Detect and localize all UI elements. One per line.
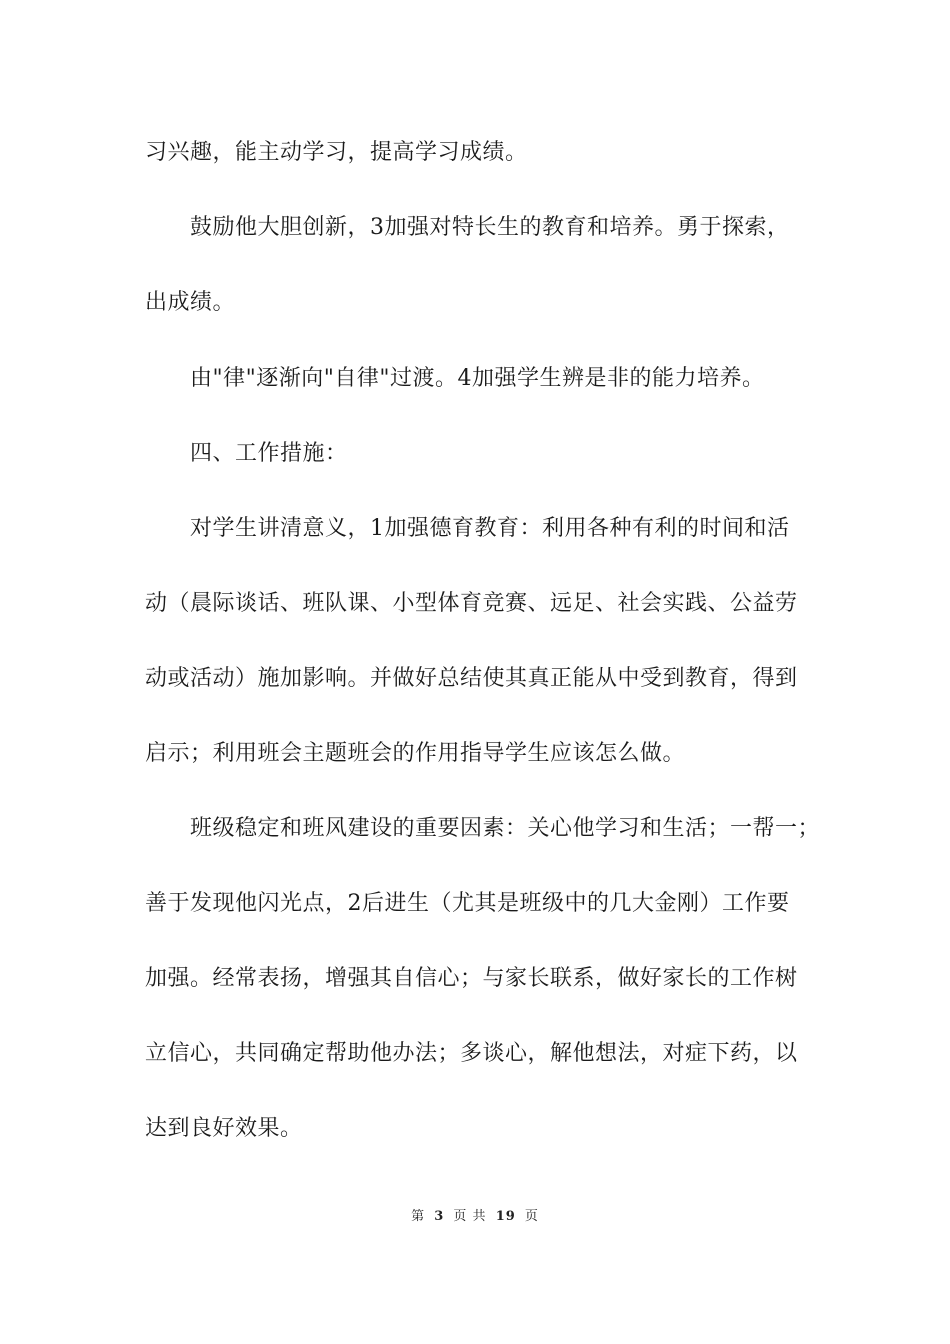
- paragraph-line: 对学生讲清意义，1加强德育教育：利用各种有利的时间和活: [190, 516, 790, 541]
- footer-suffix: 页: [524, 1209, 539, 1224]
- paragraph-line: 动（晨际谈话、班队课、小型体育竞赛、远足、社会实践、公益劳: [145, 591, 798, 616]
- paragraph-line: 班级稳定和班风建设的重要因素：关心他学习和生活；一帮一；: [190, 816, 821, 841]
- paragraph-line: 鼓励他大胆创新，3加强对特长生的教育和培养。勇于探索，: [190, 215, 790, 240]
- footer-middle: 页 共: [453, 1209, 487, 1224]
- paragraph-line: 由"律"逐渐向"自律"过渡。4加强学生辨是非的能力培养。: [190, 366, 765, 391]
- paragraph-line: 善于发现他闪光点，2后进生（尤其是班级中的几大金刚）工作要: [145, 891, 790, 916]
- paragraph-line: 立信心，共同确定帮助他办法；多谈心，解他想法，对症下药，以: [145, 1041, 798, 1066]
- paragraph-line: 加强。经常表扬，增强其自信心；与家长联系，做好家长的工作树: [145, 966, 798, 991]
- paragraph-line: 习兴趣，能主动学习，提高学习成绩。: [145, 140, 528, 165]
- paragraph-line: 达到良好效果。: [145, 1116, 303, 1141]
- page-number-footer: [0, 1208, 950, 1226]
- paragraph-line: 出成绩。: [145, 290, 236, 315]
- current-page-number: 3: [434, 1209, 445, 1224]
- section-heading: 四、工作措施：: [190, 441, 348, 466]
- footer-prefix: 第: [411, 1209, 426, 1224]
- total-pages-number: 19: [495, 1209, 516, 1224]
- paragraph-line: 启示；利用班会主题班会的作用指导学生应该怎么做。: [145, 741, 686, 766]
- paragraph-line: 动或活动）施加影响。并做好总结使其真正能从中受到教育，得到: [145, 666, 798, 691]
